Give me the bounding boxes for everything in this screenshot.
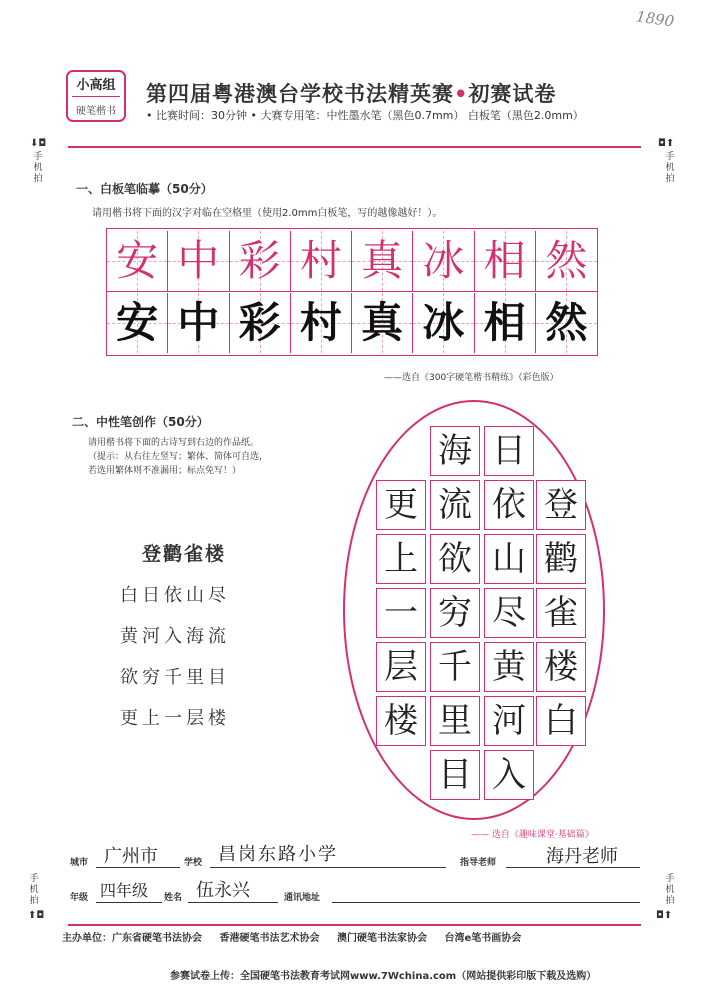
city-value: 广州市: [104, 846, 158, 867]
composition-cell: [376, 588, 426, 638]
section1-instruction: 请用楷书将下面的汉字对临在空格里（使用2.0mm白板笔，写的越像越好！）。: [92, 208, 443, 219]
composition-char: 一: [384, 593, 418, 633]
grade-line: [96, 902, 162, 903]
composition-cell: [376, 642, 426, 692]
poem-line: 欲穷千里目: [120, 667, 230, 688]
section2-title: 二、中性笔创作（50分）: [72, 415, 209, 429]
teacher-value: 海丹老师: [546, 846, 618, 867]
composition-cell: [536, 480, 586, 530]
camera-arrow-icon: ◘⬆: [658, 138, 675, 149]
teacher-label: 指导老师: [460, 858, 497, 868]
composition-cell: [484, 642, 534, 692]
organizer: 主办单位：广东省硬笔书法协会: [62, 933, 202, 944]
title-dot: •: [454, 82, 469, 106]
composition-cell: [484, 750, 534, 800]
composition-char: 千: [438, 647, 472, 687]
model-cell: [352, 231, 413, 291]
model-cell: [475, 231, 536, 291]
section1-source: ——选自《300字硬笔楷书精练》（彩色版）: [384, 373, 559, 383]
copy-cell: [230, 293, 291, 353]
copy-char: 村: [299, 298, 342, 347]
copy-char: 真: [361, 298, 404, 347]
model-cell: [536, 231, 597, 291]
side-label-top-left: 手机拍: [33, 152, 43, 184]
composition-cell: [430, 480, 480, 530]
poem-title: 登鹳雀楼: [142, 543, 227, 565]
city-label: 城市: [70, 858, 89, 868]
composition-char: 流: [438, 485, 472, 525]
name-value: 伍永兴: [196, 880, 250, 901]
section2-source: —— 选自《趣味课堂·基础篇》: [471, 830, 594, 840]
composition-char: 层: [384, 647, 418, 687]
composition-cell: [376, 696, 426, 746]
model-char: 村: [299, 236, 342, 285]
section2-instruction: [88, 436, 268, 478]
badge-category-label: 硬笔楷书: [76, 106, 116, 117]
composition-char: 目: [438, 755, 472, 795]
poem-line: 黄河入海流: [120, 626, 230, 647]
address-line: [332, 902, 640, 903]
section1-title: 一、白板笔临摹（50分）: [76, 182, 213, 196]
composition-char: 鹳: [544, 539, 578, 579]
composition-cell: [536, 534, 586, 584]
name-label: 姓名: [164, 893, 183, 903]
composition-cell: [536, 642, 586, 692]
instruction-line: 若选用繁体则不准漏用；标点免写！）: [88, 466, 242, 476]
composition-cell: [484, 696, 534, 746]
composition-cell: [430, 750, 480, 800]
grade-label: 年级: [70, 893, 89, 903]
copy-cell: [475, 293, 536, 353]
copy-cell: [291, 293, 352, 353]
badge-group-label: 小高组: [76, 78, 116, 93]
copy-cell: [168, 293, 229, 353]
model-char: 彩: [238, 236, 281, 285]
composition-cell: [430, 588, 480, 638]
organizer: 澳门硬笔书法家协会: [336, 933, 427, 944]
copy-char: 然: [545, 298, 588, 347]
composition-cell: [376, 480, 426, 530]
composition-char: 白: [544, 701, 578, 741]
camera-arrow-icon: ◘⬆: [656, 910, 673, 921]
model-char: 中: [177, 236, 220, 285]
composition-char: 里: [438, 701, 472, 741]
model-row: [107, 231, 597, 291]
model-char: 真: [361, 236, 404, 285]
composition-cell: [376, 534, 426, 584]
group-badge: [66, 70, 126, 122]
camera-arrow-icon: ⬇◘: [30, 138, 47, 149]
school-label: 学校: [184, 858, 203, 868]
composition-cell: [430, 534, 480, 584]
organizers: [62, 929, 662, 944]
copy-char: 相: [483, 298, 526, 347]
organizer: 香港硬笔书法艺术协会: [219, 933, 320, 944]
school-value: 昌岗东路小学: [218, 844, 338, 865]
composition-char: 上: [384, 539, 418, 579]
composition-char: 雀: [544, 593, 578, 633]
instruction-line: （提示：从右往左竖写；繁体、简体可自选，: [88, 452, 269, 462]
exam-info: • 比赛时间：30分钟 • 大赛专用笔：中性墨水笔（黑色0.7mm） 白板笔（黑色2.0mm）: [146, 109, 584, 122]
page-title: [146, 78, 556, 108]
composition-char: 楼: [384, 701, 418, 741]
copy-char: 冰: [422, 298, 465, 347]
copy-char: 安: [116, 298, 159, 347]
composition-char: 黄: [492, 647, 526, 687]
row-divider: [107, 291, 597, 292]
copy-grid: [106, 228, 598, 356]
copy-char: 彩: [238, 298, 281, 347]
composition-char: 入: [492, 755, 526, 795]
composition-cell: [536, 696, 586, 746]
instruction-line: 请用楷书将下面的古诗写到右边的作品纸。: [88, 438, 260, 448]
composition-char: 登: [544, 485, 578, 525]
composition-cell: [484, 480, 534, 530]
model-cell: [168, 231, 229, 291]
copy-row: [107, 293, 597, 353]
title-suffix: 初赛试卷: [468, 82, 557, 106]
composition-cell: [430, 642, 480, 692]
side-label-bottom-left: 手机拍: [29, 874, 39, 906]
composition-char: 河: [492, 701, 526, 741]
bottom-divider: [68, 924, 641, 926]
poem-line: 白日依山尽: [120, 585, 230, 606]
copy-char: 中: [177, 298, 220, 347]
composition-char: 欲: [438, 539, 472, 579]
composition-char: 穷: [438, 593, 472, 633]
model-char: 冰: [422, 236, 465, 285]
camera-arrow-icon: ⬆◘: [28, 910, 45, 921]
composition-char: 海: [438, 431, 472, 471]
composition-char: 尽: [492, 593, 526, 633]
composition-cell: [484, 588, 534, 638]
composition-char: 依: [492, 485, 526, 525]
composition-char: 日: [492, 431, 526, 471]
handwritten-number: 1890: [634, 7, 676, 31]
grade-value: 四年级: [100, 881, 149, 900]
composition-char: 山: [492, 539, 526, 579]
model-cell: [413, 231, 474, 291]
model-char: 然: [545, 236, 588, 285]
copy-cell: [352, 293, 413, 353]
copy-cell: [107, 293, 168, 353]
composition-cell: [484, 534, 534, 584]
side-label-bottom-right: 手机拍: [665, 874, 675, 906]
composition-cell: [484, 426, 534, 476]
copy-cell: [536, 293, 597, 353]
poem-line: 更上一层楼: [120, 708, 230, 729]
school-line: [210, 867, 446, 868]
copy-cell: [413, 293, 474, 353]
upload-notice: 参赛试卷上传：全国硬笔书法教育考试网www.7Wchina.com（网站提供彩印版下载及选购）: [170, 971, 597, 982]
model-cell: [107, 231, 168, 291]
composition-cell: [430, 426, 480, 476]
top-divider: [68, 146, 641, 148]
name-line: [188, 902, 278, 903]
composition-char: 楼: [544, 647, 578, 687]
composition-char: 更: [384, 485, 418, 525]
model-cell: [291, 231, 352, 291]
organizer: 台湾e笔书画协会: [444, 933, 522, 944]
model-cell: [230, 231, 291, 291]
composition-cell: [536, 588, 586, 638]
side-label-top-right: 手机拍: [665, 152, 675, 184]
address-label: 通讯地址: [284, 893, 321, 903]
badge-divider: [72, 96, 120, 97]
title-main: 第四届粤港澳台学校书法精英赛: [146, 82, 454, 106]
composition-cell: [430, 696, 480, 746]
model-char: 安: [116, 236, 159, 285]
model-char: 相: [483, 236, 526, 285]
